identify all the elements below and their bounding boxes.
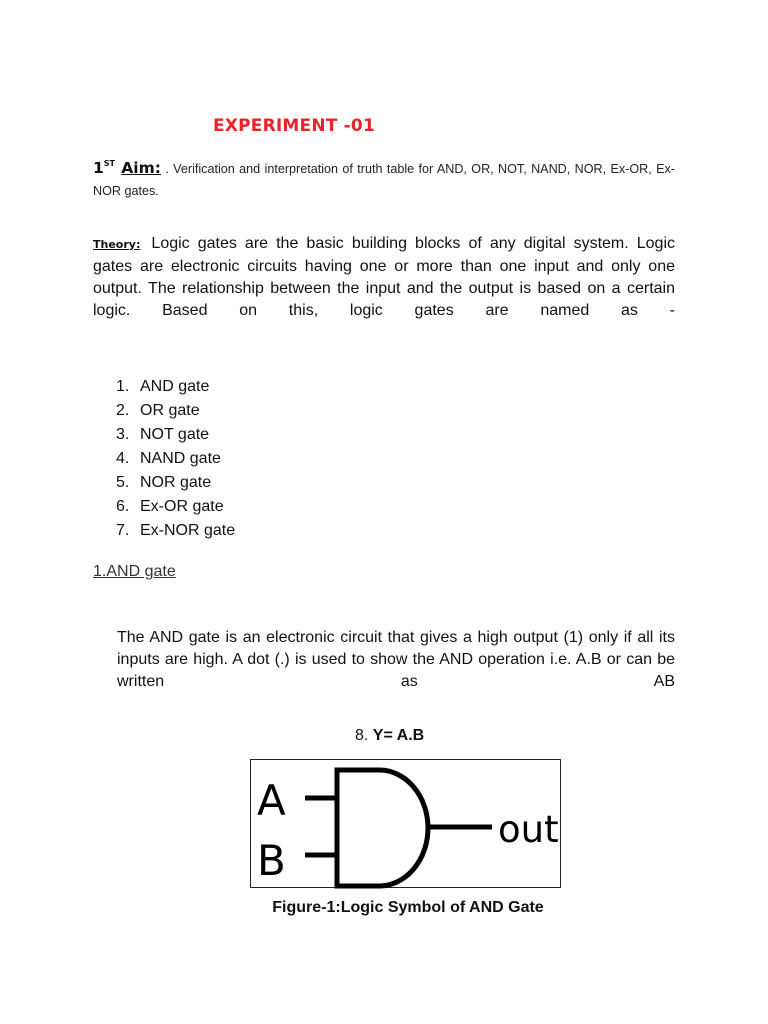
list-item-number: 5. (116, 474, 130, 491)
list-item-number: 7. (116, 522, 130, 539)
equation-number: 8. (355, 727, 369, 744)
list-item-number: 2. (116, 402, 130, 419)
list-item-label: Ex-NOR gate (140, 522, 236, 539)
theory-paragraph (93, 233, 675, 322)
aim-label: Aim: (121, 159, 161, 177)
aim-heading (93, 159, 161, 177)
list-item-number: 3. (116, 426, 130, 443)
and-gate-figure (250, 759, 561, 888)
list-item-label: AND gate (140, 378, 210, 395)
theory-label: Theory: (93, 238, 141, 251)
list-item (116, 399, 235, 423)
theory-text: Logic gates are the basic building blocks of any digital system. Logic gates are electronic circuits having one or more than one input and only one output. The relationship between the input and the output is based on a certain logic. Based on this, logic gates are named as - (93, 235, 675, 319)
aim-text: . Verification and interpretation of truth table for AND, OR, NOT, NAND, NOR, Ex-OR, Ex-NOR gates. (93, 162, 676, 198)
list-item (116, 519, 235, 543)
list-item-number: 4. (116, 450, 130, 467)
and-gate-description: The AND gate is an electronic circuit that gives a high output (1) only if all its inputs are high. A dot (.) is used to show the AND operation i.e. A.B or can be written as AB (117, 629, 675, 690)
list-item-number: 6. (116, 498, 130, 515)
gate-list (116, 375, 235, 543)
aim-ordinal: 1 (93, 159, 104, 177)
and-gate-body (337, 770, 428, 886)
and-gate-symbol (251, 760, 562, 889)
and-gate-heading: 1.AND gate (93, 563, 176, 580)
output-label: out (498, 808, 559, 851)
equation-text: Y= A.B (372, 727, 425, 744)
list-item-label: NOR gate (140, 474, 212, 491)
list-item (116, 471, 235, 495)
input-b-label: B (257, 836, 286, 885)
aim-paragraph (93, 153, 675, 202)
list-item-label: NAND gate (140, 450, 221, 467)
experiment-title: EXPERIMENT -01 (213, 116, 375, 136)
aim-ordinal-suffix: ST (103, 159, 116, 168)
list-item-label: NOT gate (140, 426, 210, 443)
list-item-number: 1. (116, 378, 130, 395)
figure-caption: Figure-1:Logic Symbol of AND Gate (272, 899, 544, 916)
equation-line (355, 727, 424, 745)
list-item-label: OR gate (140, 402, 200, 419)
list-item (116, 375, 235, 399)
list-item-label: Ex-OR gate (140, 498, 224, 515)
input-a-label: A (257, 776, 286, 825)
list-item (116, 495, 235, 519)
list-item (116, 423, 235, 447)
list-item (116, 447, 235, 471)
